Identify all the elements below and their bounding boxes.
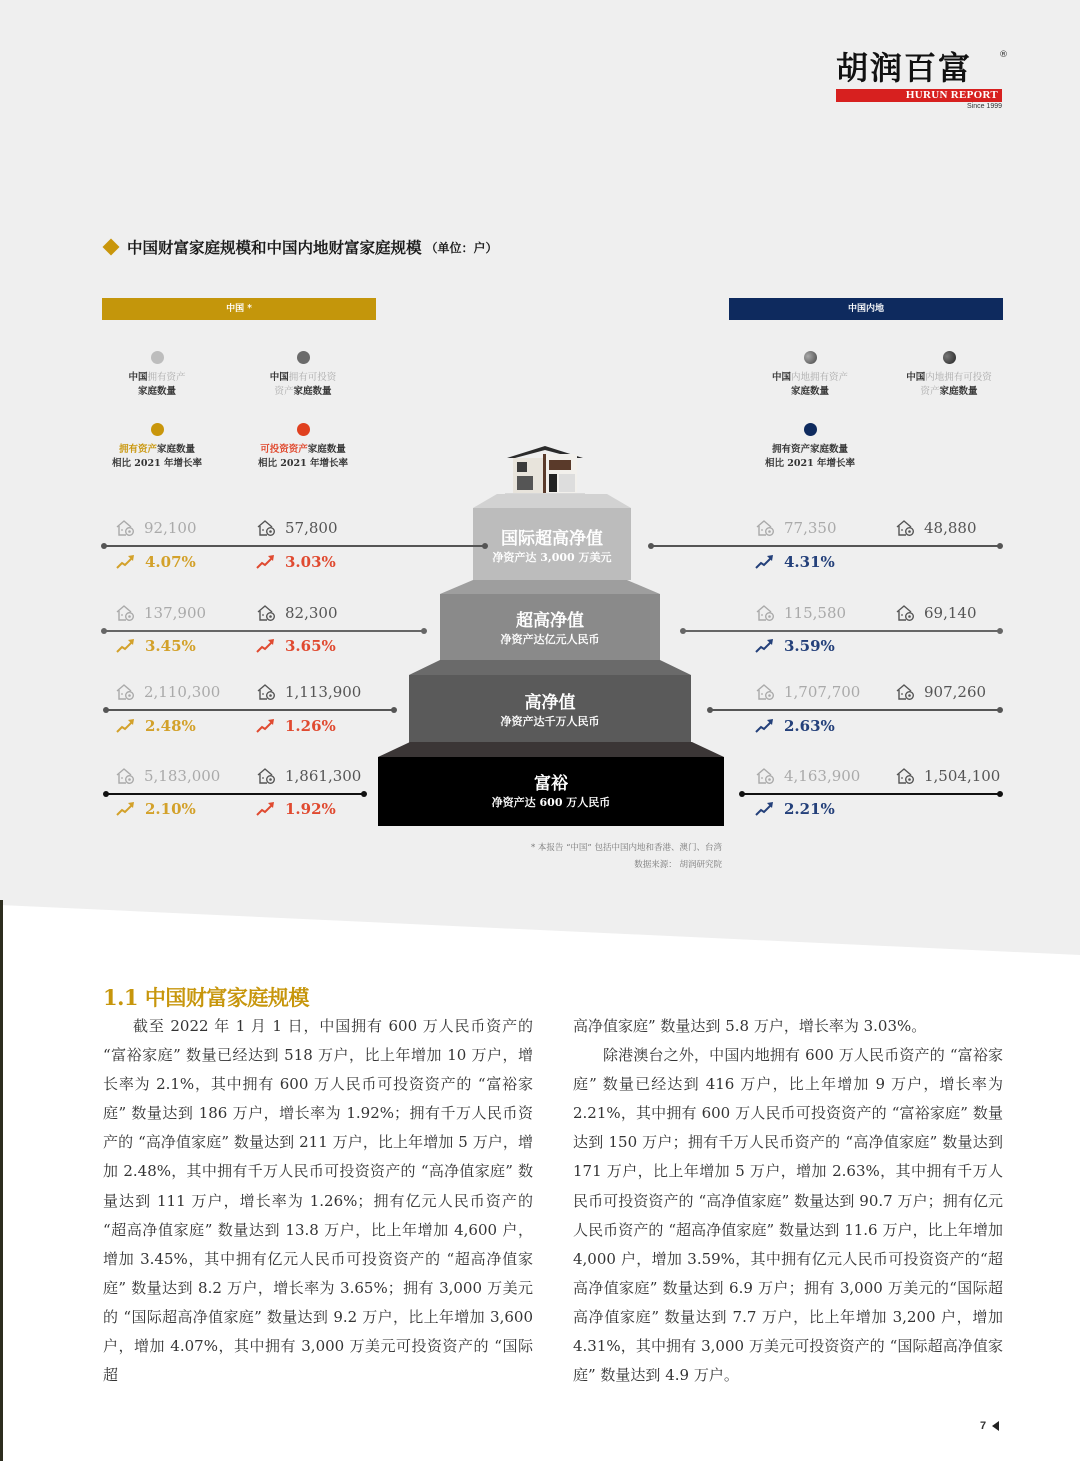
cn-assets-growth: [116, 800, 196, 818]
cn-investable-value: [256, 683, 361, 701]
house-coin-icon: [755, 767, 775, 785]
legend-text: 可投资资产: [260, 444, 308, 455]
growth-text: 4.31%: [784, 553, 835, 571]
house-coin-icon: [256, 767, 276, 785]
house-coin-icon: [755, 519, 775, 537]
legend-mainland-growth: [740, 423, 880, 471]
legend-mainland-investable: [879, 351, 1019, 399]
legend-text: 相比 2021 年增长率: [111, 458, 203, 469]
pyramid-step-affluent: [378, 773, 724, 811]
growth-text: 1.26%: [285, 717, 336, 735]
row-connector-right-2: [683, 630, 1000, 632]
region-header-mainland: 中国内地: [729, 298, 1003, 320]
legend-text: 内地拥有资产: [791, 372, 849, 383]
trend-up-icon: [256, 801, 276, 817]
ml-investable-value: [895, 767, 1000, 785]
legend-text: 拥有资产: [147, 372, 186, 383]
legend-text: 家庭数量: [307, 444, 346, 455]
step-title: 富裕: [534, 774, 568, 794]
growth-text: 1.92%: [285, 800, 336, 818]
cn-investable-value: [256, 604, 338, 622]
section-unit: （单位：户）: [425, 240, 498, 255]
legend-dot-icon: [804, 423, 817, 436]
value-text: 907,260: [924, 683, 987, 701]
value-text: 1,113,900: [285, 683, 362, 701]
growth-text: 3.59%: [784, 637, 835, 655]
legend-text: 家庭数量: [293, 386, 332, 397]
value-text: 69,140: [924, 604, 977, 622]
cn-investable-growth: [256, 637, 336, 655]
trend-up-icon: [116, 638, 136, 654]
paragraph: 除港澳台之外，中国内地拥有 600 万人民币资产的 “富裕家庭” 数量已经达到 416 万户，比上年增加 9 万户，增长率为 2.21%，其中拥有 600 万人民币可投资资产的 “富裕家庭” 数量达到 150 万户；拥有千万人民币资产的 “高净值家庭” 数量达到 171 万户，比上年增加 5 万户，增加 2.63%，其中拥有千万人民币可投资资产的 “高净值家庭” 数量达到 90.7 万户；拥有亿元人民币资产的 “超高净值家庭” 数量达到 11.6 万户，比上年增加 4,000 户，增加 3.59%，其中拥有亿元人民币可投资资产的“超高净值家庭” 数量达到 6.9 万户；拥有 3,000 万美元的“国际超高净值家庭” 数量达到 7.7 万户，比上年增加 3,200 户，增加 4.31%，其中拥有 3,000 万美元可投资资产的 “国际超高净值家庭” 数量达到 4.9 万户。: [573, 1046, 1003, 1385]
row-connector-left-4: [106, 793, 364, 795]
ml-investable-value: [895, 683, 986, 701]
cn-assets-value: [115, 683, 220, 701]
legend-text: 家庭数量: [137, 386, 176, 397]
footnote-source: 数据来源： 胡润研究院: [634, 860, 722, 870]
trend-up-icon: [256, 718, 276, 734]
value-text: 1,861,300: [285, 767, 362, 785]
growth-text: 3.45%: [145, 637, 196, 655]
ml-growth: [755, 717, 835, 735]
growth-text: 2.48%: [145, 717, 196, 735]
house-coin-icon: [755, 604, 775, 622]
house-coin-icon: [256, 683, 276, 701]
legend-text: 资产: [920, 386, 940, 397]
growth-text: 2.63%: [784, 717, 835, 735]
trend-up-icon: [755, 801, 775, 817]
page-number: [980, 1420, 999, 1432]
legend-dot-icon: [297, 351, 310, 364]
cn-assets-growth: [116, 637, 196, 655]
value-text: 2,110,300: [144, 683, 221, 701]
legend-dot-icon: [151, 351, 164, 364]
logo-en-bar: HURUN REPORT: [836, 89, 1002, 102]
step-subtitle: 净资产达 600 万人民币: [491, 796, 611, 809]
value-text: 137,900: [144, 604, 207, 622]
ml-assets-value: [755, 683, 860, 701]
diamond-bullet-icon: [103, 239, 120, 256]
house-coin-icon: [895, 604, 915, 622]
trend-up-icon: [116, 801, 136, 817]
value-text: 92,100: [144, 519, 197, 537]
cn-investable-value: [256, 519, 338, 537]
legend-dot-icon: [151, 423, 164, 436]
house-icon: [505, 444, 585, 496]
legend-text: 内地拥有可投资: [925, 372, 992, 383]
logo-cn-text: 胡润百富: [836, 49, 973, 87]
cn-assets-growth: [116, 553, 196, 571]
region-header-china: 中国 *: [102, 298, 376, 320]
legend-mainland-assets: [740, 351, 880, 399]
house-coin-icon: [115, 604, 135, 622]
row-connector-right-3: [710, 709, 1000, 711]
value-text: 115,580: [784, 604, 847, 622]
page-edge: [0, 900, 3, 1461]
step-subtitle: 净资产达 3,000 万美元: [492, 551, 612, 564]
body-column-right: [573, 1012, 1003, 1390]
legend-dot-icon: [804, 351, 817, 364]
trend-up-icon: [755, 718, 775, 734]
trend-up-icon: [755, 638, 775, 654]
step-title: 高净值: [524, 693, 576, 713]
logo-since: Since 1999: [966, 103, 1002, 110]
pyramid-step-intl-uhnw: [473, 528, 631, 566]
house-coin-icon: [895, 767, 915, 785]
pyramid-step-uhnw: [440, 610, 660, 648]
trend-up-icon: [256, 554, 276, 570]
cn-investable-growth: [256, 717, 336, 735]
row-connector-left-1: [104, 545, 485, 547]
cn-investable-growth: [256, 800, 336, 818]
house-coin-icon: [256, 604, 276, 622]
house-coin-icon: [115, 683, 135, 701]
legend-dot-icon: [297, 423, 310, 436]
value-text: 4,163,900: [784, 767, 861, 785]
registered-mark: ®: [999, 50, 1008, 60]
trend-up-icon: [256, 638, 276, 654]
section-heading: 1.1 中国财富家庭规模: [103, 985, 309, 1010]
legend-text: 中国: [906, 372, 926, 383]
legend-text: 拥有资产: [118, 444, 157, 455]
value-text: 1,707,700: [784, 683, 861, 701]
ml-assets-value: [755, 604, 846, 622]
step-title: 超高净值: [516, 611, 584, 631]
step-title: 国际超高净值: [501, 529, 603, 549]
house-coin-icon: [895, 683, 915, 701]
ml-investable-value: [895, 604, 977, 622]
growth-text: 2.21%: [784, 800, 835, 818]
value-text: 1,504,100: [924, 767, 1001, 785]
legend-china-assets: [87, 351, 227, 399]
legend-text: 家庭数量: [939, 386, 978, 397]
legend-text: 家庭数量: [790, 386, 829, 397]
ml-growth: [755, 553, 835, 571]
cn-investable-value: [256, 767, 361, 785]
house-coin-icon: [115, 767, 135, 785]
legend-text: 资产: [274, 386, 294, 397]
house-coin-icon: [755, 683, 775, 701]
growth-text: 2.10%: [145, 800, 196, 818]
section-title: [103, 236, 498, 258]
cn-assets-value: [115, 519, 197, 537]
body-column-left: [103, 1012, 533, 1390]
pyramid-step-hnw: [409, 692, 691, 730]
footnote-scope: * 本报告 “中国” 包括中国内地和香港、澳门、台湾: [530, 843, 722, 853]
row-connector-right-4: [742, 793, 1000, 795]
legend-text: 家庭数量: [157, 444, 196, 455]
value-text: 5,183,000: [144, 767, 221, 785]
cn-assets-value: [115, 604, 206, 622]
legend-china-investable: [233, 351, 373, 399]
trend-up-icon: [116, 554, 136, 570]
legend-text: 中国: [128, 372, 148, 383]
cn-assets-growth: [116, 717, 196, 735]
legend-dot-icon: [943, 351, 956, 364]
step-subtitle: 净资产达亿元人民币: [500, 633, 600, 646]
house-coin-icon: [895, 519, 915, 537]
house-coin-icon: [256, 519, 276, 537]
legend-text: 中国: [771, 372, 791, 383]
value-text: 57,800: [285, 519, 338, 537]
legend-text: 相比 2021 年增长率: [764, 458, 856, 469]
triangle-left-icon: [992, 1421, 999, 1431]
growth-text: 3.03%: [285, 553, 336, 571]
hurun-logo: [836, 50, 1008, 110]
trend-up-icon: [755, 554, 775, 570]
legend-china-investable-growth: [233, 423, 373, 471]
legend-text: 中国: [269, 372, 289, 383]
paragraph: 高净值家庭” 数量达到 5.8 万户，增长率为 3.03%。: [573, 1017, 927, 1035]
row-connector-left-2: [104, 630, 424, 632]
value-text: 77,350: [784, 519, 837, 537]
value-text: 48,880: [924, 519, 977, 537]
ml-growth: [755, 800, 835, 818]
row-connector-left-3: [106, 709, 394, 711]
row-connector-right-1: [651, 545, 1000, 547]
step-subtitle: 净资产达千万人民币: [500, 715, 600, 728]
ml-assets-value: [755, 767, 860, 785]
growth-text: 4.07%: [145, 553, 196, 571]
legend-text: 相比 2021 年增长率: [257, 458, 349, 469]
value-text: 82,300: [285, 604, 338, 622]
house-coin-icon: [115, 519, 135, 537]
ml-assets-value: [755, 519, 837, 537]
growth-text: 3.65%: [285, 637, 336, 655]
ml-investable-value: [895, 519, 977, 537]
legend-china-assets-growth: [87, 423, 227, 471]
ml-growth: [755, 637, 835, 655]
legend-text: 拥有可投资: [288, 372, 337, 383]
section-title-text: 中国财富家庭规模和中国内地财富家庭规模: [127, 238, 422, 257]
page-number-text: 7: [980, 1420, 987, 1432]
cn-investable-growth: [256, 553, 336, 571]
trend-up-icon: [116, 718, 136, 734]
legend-text: 拥有资产家庭数量: [771, 444, 848, 455]
cn-assets-value: [115, 767, 220, 785]
paragraph: 截至 2022 年 1 月 1 日，中国拥有 600 万人民币资产的 “富裕家庭” 数量已经达到 518 万户，比上年增加 10 万户，增长率为 2.1%，其中拥有 600 万人民币可投资资产的 “富裕家庭” 数量达到 186 万户，增长率为 1.92%；拥有千万人民币资产的 “高净值家庭” 数量达到 211 万户，比上年增加 5 万户，增加 2.48%，其中拥有千万人民币可投资资产的 “高净值家庭” 数量达到 111 万户，增长率为 1.26%；拥有亿元人民币资产的 “超高净值家庭” 数量达到 13.8 万户，比上年增加 4,600 户，增加 3.45%，其中拥有亿元人民币可投资资产的 “超高净值家庭” 数量达到 8.2 万户，增长率为 3.65%；拥有 3,000 万美元的 “国际超高净值家庭” 数量达到 9.2 万户，比上年增加 3,600 户，增加 4.07%，其中拥有 3,000 万美元可投资资产的 “国际超: [103, 1017, 533, 1385]
